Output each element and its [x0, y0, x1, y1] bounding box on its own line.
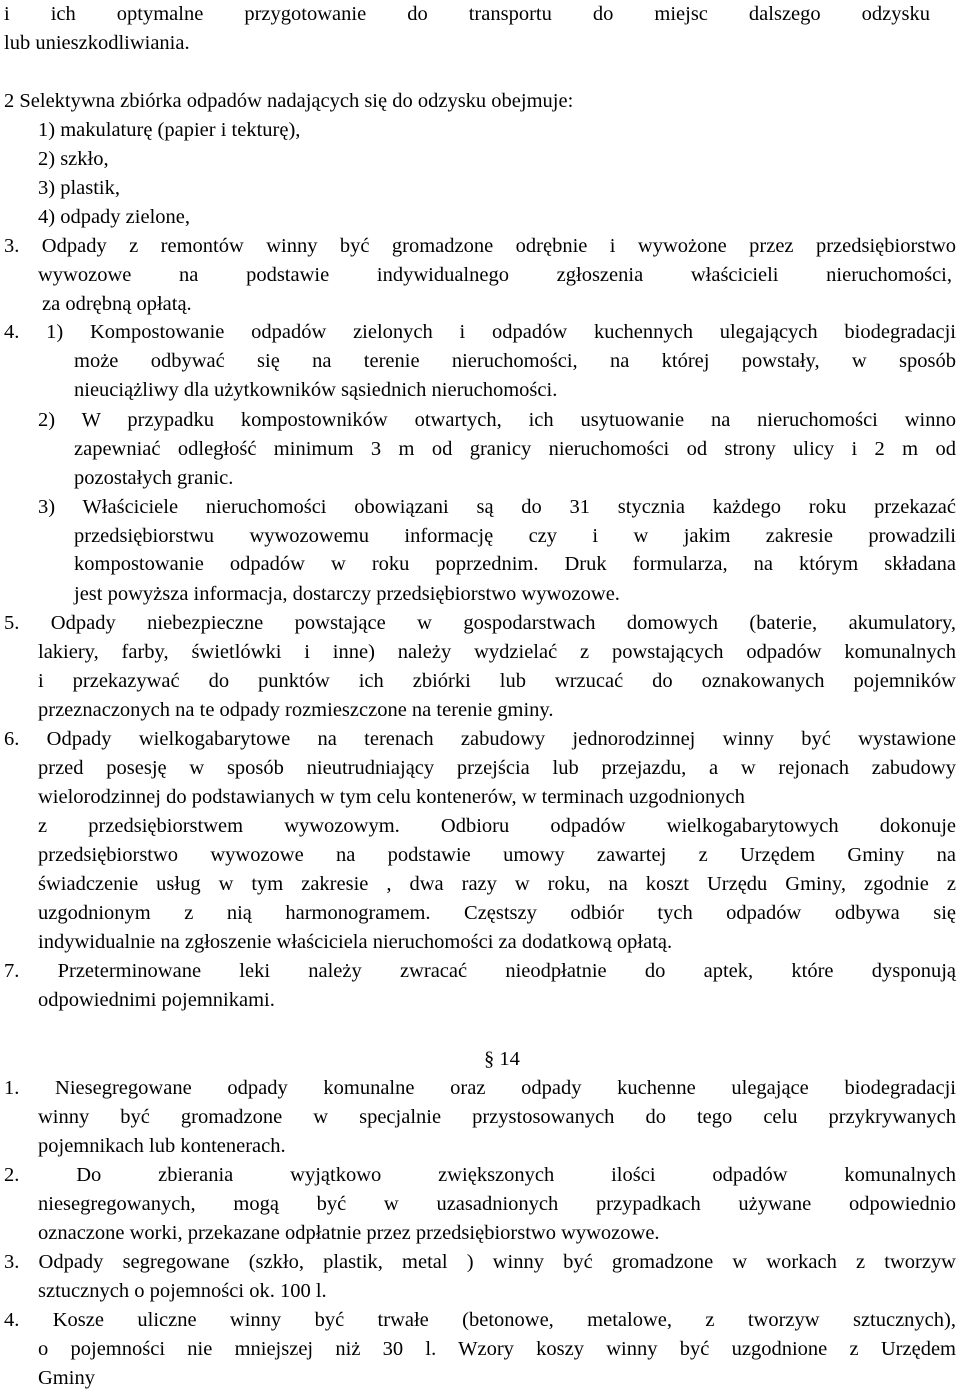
text-line: 2. Do zbierania wyjątkowo zwiększonych ilości odpadów komunalnych: [4, 1164, 956, 1186]
text-line: 3) plastik,: [38, 177, 120, 199]
text-line: 6. Odpady wielkogabarytowe na terenach zabudowy jednorodzinnej winny być wystawione: [4, 728, 956, 750]
text-line: 3. Odpady segregowane (szkło, plastik, metal ) winny być gromadzone w workach z tworzyw: [4, 1251, 956, 1273]
text-line: może odbywać się na terenie nieruchomości, na której powstały, w sposób: [74, 350, 956, 372]
text-line: przedsiębiorstwo wywozowe na podstawie umowy zawartej z Urzędem Gminy na: [38, 844, 956, 866]
text-line: świadczenie usług w tym zakresie , dwa razy w roku, na koszt Urzędu Gminy, zgodnie z: [38, 873, 956, 895]
text-line: i ich optymalne przygotowanie do transportu do miejsc dalszego odzysku: [4, 3, 930, 25]
text-line: winny być gromadzone w specjalnie przystosowanych do tego celu przykrywanych: [38, 1106, 956, 1128]
text-line: wywozowe na podstawie indywidualnego zgłoszenia właścicieli nieruchomości,: [38, 264, 952, 286]
text-line: lub unieszkodliwiania.: [4, 32, 190, 54]
text-line: odpowiednimi pojemnikami.: [38, 989, 275, 1011]
text-line: sztucznych o pojemności ok. 100 l.: [38, 1280, 327, 1302]
text-line: nieuciążliwy dla użytkowników sąsiednich nieruchomości.: [74, 379, 558, 401]
text-line: 4. 1) Kompostowanie odpadów zielonych i odpadów kuchennych ulegających biodegradacji: [4, 321, 956, 343]
text-line: kompostowanie odpadów w roku poprzednim. Druk formularza, na którym składana: [74, 553, 956, 575]
text-line: 1. Niesegregowane odpady komunalne oraz odpady kuchenne ulegające biodegradacji: [4, 1077, 956, 1099]
text-line: pozostałych granic.: [74, 467, 234, 489]
text-line: wielorodzinnej do podstawianych w tym celu kontenerów, w terminach uzgodnionych: [38, 786, 745, 808]
text-line: Gminy: [38, 1367, 95, 1389]
text-line: 4. Kosze uliczne winny być trwałe (betonowe, metalowe, z tworzyw sztucznych),: [4, 1309, 956, 1331]
text-line: zapewniać odległość minimum 3 m od granicy nieruchomości od strony ulicy i 2 m od: [74, 438, 956, 460]
text-line: 4) odpady zielone,: [38, 206, 190, 228]
section-heading: § 14: [484, 1048, 520, 1070]
text-line: przedsiębiorstwu wywozowemu informację czy i w jakim zakresie prowadzili: [74, 525, 956, 547]
text-line: o pojemności nie mniejszej niż 30 l. Wzory koszy winny być uzgodnione z Urzędem: [38, 1338, 956, 1360]
text-line: niesegregowanych, mogą być w uzasadnionych przypadkach używane odpowiednio: [38, 1193, 956, 1215]
text-line: uzgodnionym z nią harmonogramem. Częstszy odbiór tych odpadów odbywa się: [38, 902, 956, 924]
text-line: lakiery, farby, świetlówki i inne) należy wydzielać z powstających odpadów komunalnych: [38, 641, 956, 663]
text-line: 3) Właściciele nieruchomości obowiązani są do 31 stycznia każdego roku przekazać: [38, 496, 956, 518]
text-line: indywidualnie na zgłoszenie właściciela nieruchomości za dodatkową opłatą.: [38, 931, 673, 953]
text-line: pojemnikach lub kontenerach.: [38, 1135, 286, 1157]
text-line: przed posesję w sposób nieutrudniający przejścia lub przejazdu, a w rejonach zabudowy: [38, 757, 956, 779]
text-line: 2 Selektywna zbiórka odpadów nadających się do odzysku obejmuje:: [4, 90, 574, 112]
text-line: i przekazywać do punktów ich zbiórki lub wrzucać do oznakowanych pojemników: [38, 670, 956, 692]
text-line: jest powyższa informacja, dostarczy przedsiębiorstwo wywozowe.: [74, 583, 620, 605]
text-line: za odrębną opłatą.: [42, 293, 192, 315]
text-line: 7. Przeterminowane leki należy zwracać nieodpłatnie do aptek, które dysponują: [4, 960, 956, 982]
text-line: 2) W przypadku kompostowników otwartych, ich usytuowanie na nieruchomości winno: [38, 409, 956, 431]
text-line: 3. Odpady z remontów winny być gromadzone odrębnie i wywożone przez przedsiębiorstwo: [4, 235, 956, 257]
text-line: z przedsiębiorstwem wywozowym. Odbioru odpadów wielkogabarytowych dokonuje: [38, 815, 956, 837]
text-line: 5. Odpady niebezpieczne powstające w gospodarstwach domowych (baterie, akumulatory,: [4, 612, 956, 634]
text-line: 2) szkło,: [38, 148, 109, 170]
text-line: przeznaczonych na te odpady rozmieszczone na terenie gminy.: [38, 699, 554, 721]
text-line: 1) makulaturę (papier i tekturę),: [38, 119, 301, 141]
text-line: oznaczone worki, przekazane odpłatnie przez przedsiębiorstwo wywozowe.: [38, 1222, 660, 1244]
